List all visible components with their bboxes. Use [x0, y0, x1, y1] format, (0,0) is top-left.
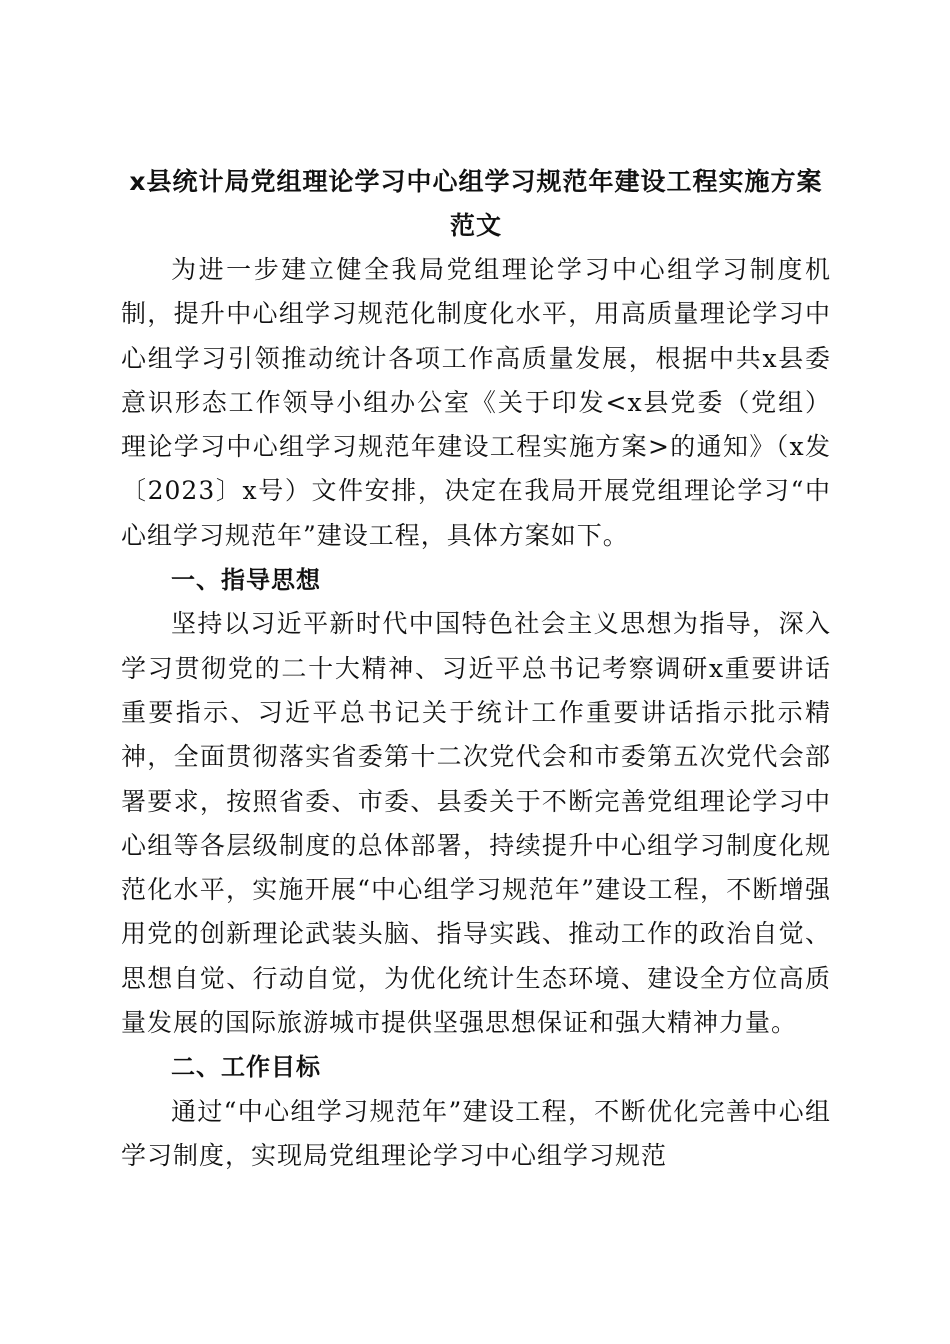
section-1-heading: 一、指导思想	[171, 566, 321, 595]
section-1-paragraph: 坚持以习近平新时代中国特色社会主义思想为指导，深入学习贯彻党的二十大精神、习近平总书记考察调研x重要讲话重要指示、习近平总书记关于统计工作重要讲话指示批示精神，全面贯彻落实省委第十二次党代会和市委第五次党代会部署要求，按照省委、市委、县委关于不断完善党组理论学习中心组等各层级制度的总体部署，持续提升中心组学习制度化规范化水平，实施开展“中心组学习规范年”建设工程，不断增强用党的创新理论武装头脑、指导实践、推动工作的政治自觉、思想自觉、行动自觉，为优化统计生态环境、建设全方位高质量发展的国际旅游城市提供坚强思想保证和强大精神力量。	[121, 609, 831, 1038]
document-body	[121, 160, 831, 1178]
title-line-1: x县统计局党组理论学习中心组学习规范年建设工程实施方案	[129, 167, 823, 196]
section-2-heading: 二、工作目标	[171, 1053, 321, 1082]
title-line-2: 范文	[449, 211, 502, 240]
intro-paragraph: 为进一步建立健全我局党组理论学习中心组学习制度机制，提升中心组学习规范化制度化水平，用高质量理论学习中心组学习引领推动统计各项工作高质量发展，根据中共x县委意识形态工作领导小组办公室《关于印发<x县党委（党组）理论学习中心组学习规范年建设工程实施方案>的通知》（x发〔2023〕x号）文件安排，决定在我局开展党组理论学习“中心组学习规范年”建设工程，具体方案如下。	[121, 255, 831, 550]
document-title	[121, 160, 831, 248]
section-2-paragraph: 通过“中心组学习规范年”建设工程，不断优化完善中心组学习制度，实现局党组理论学习中心组学习规范	[121, 1096, 831, 1170]
